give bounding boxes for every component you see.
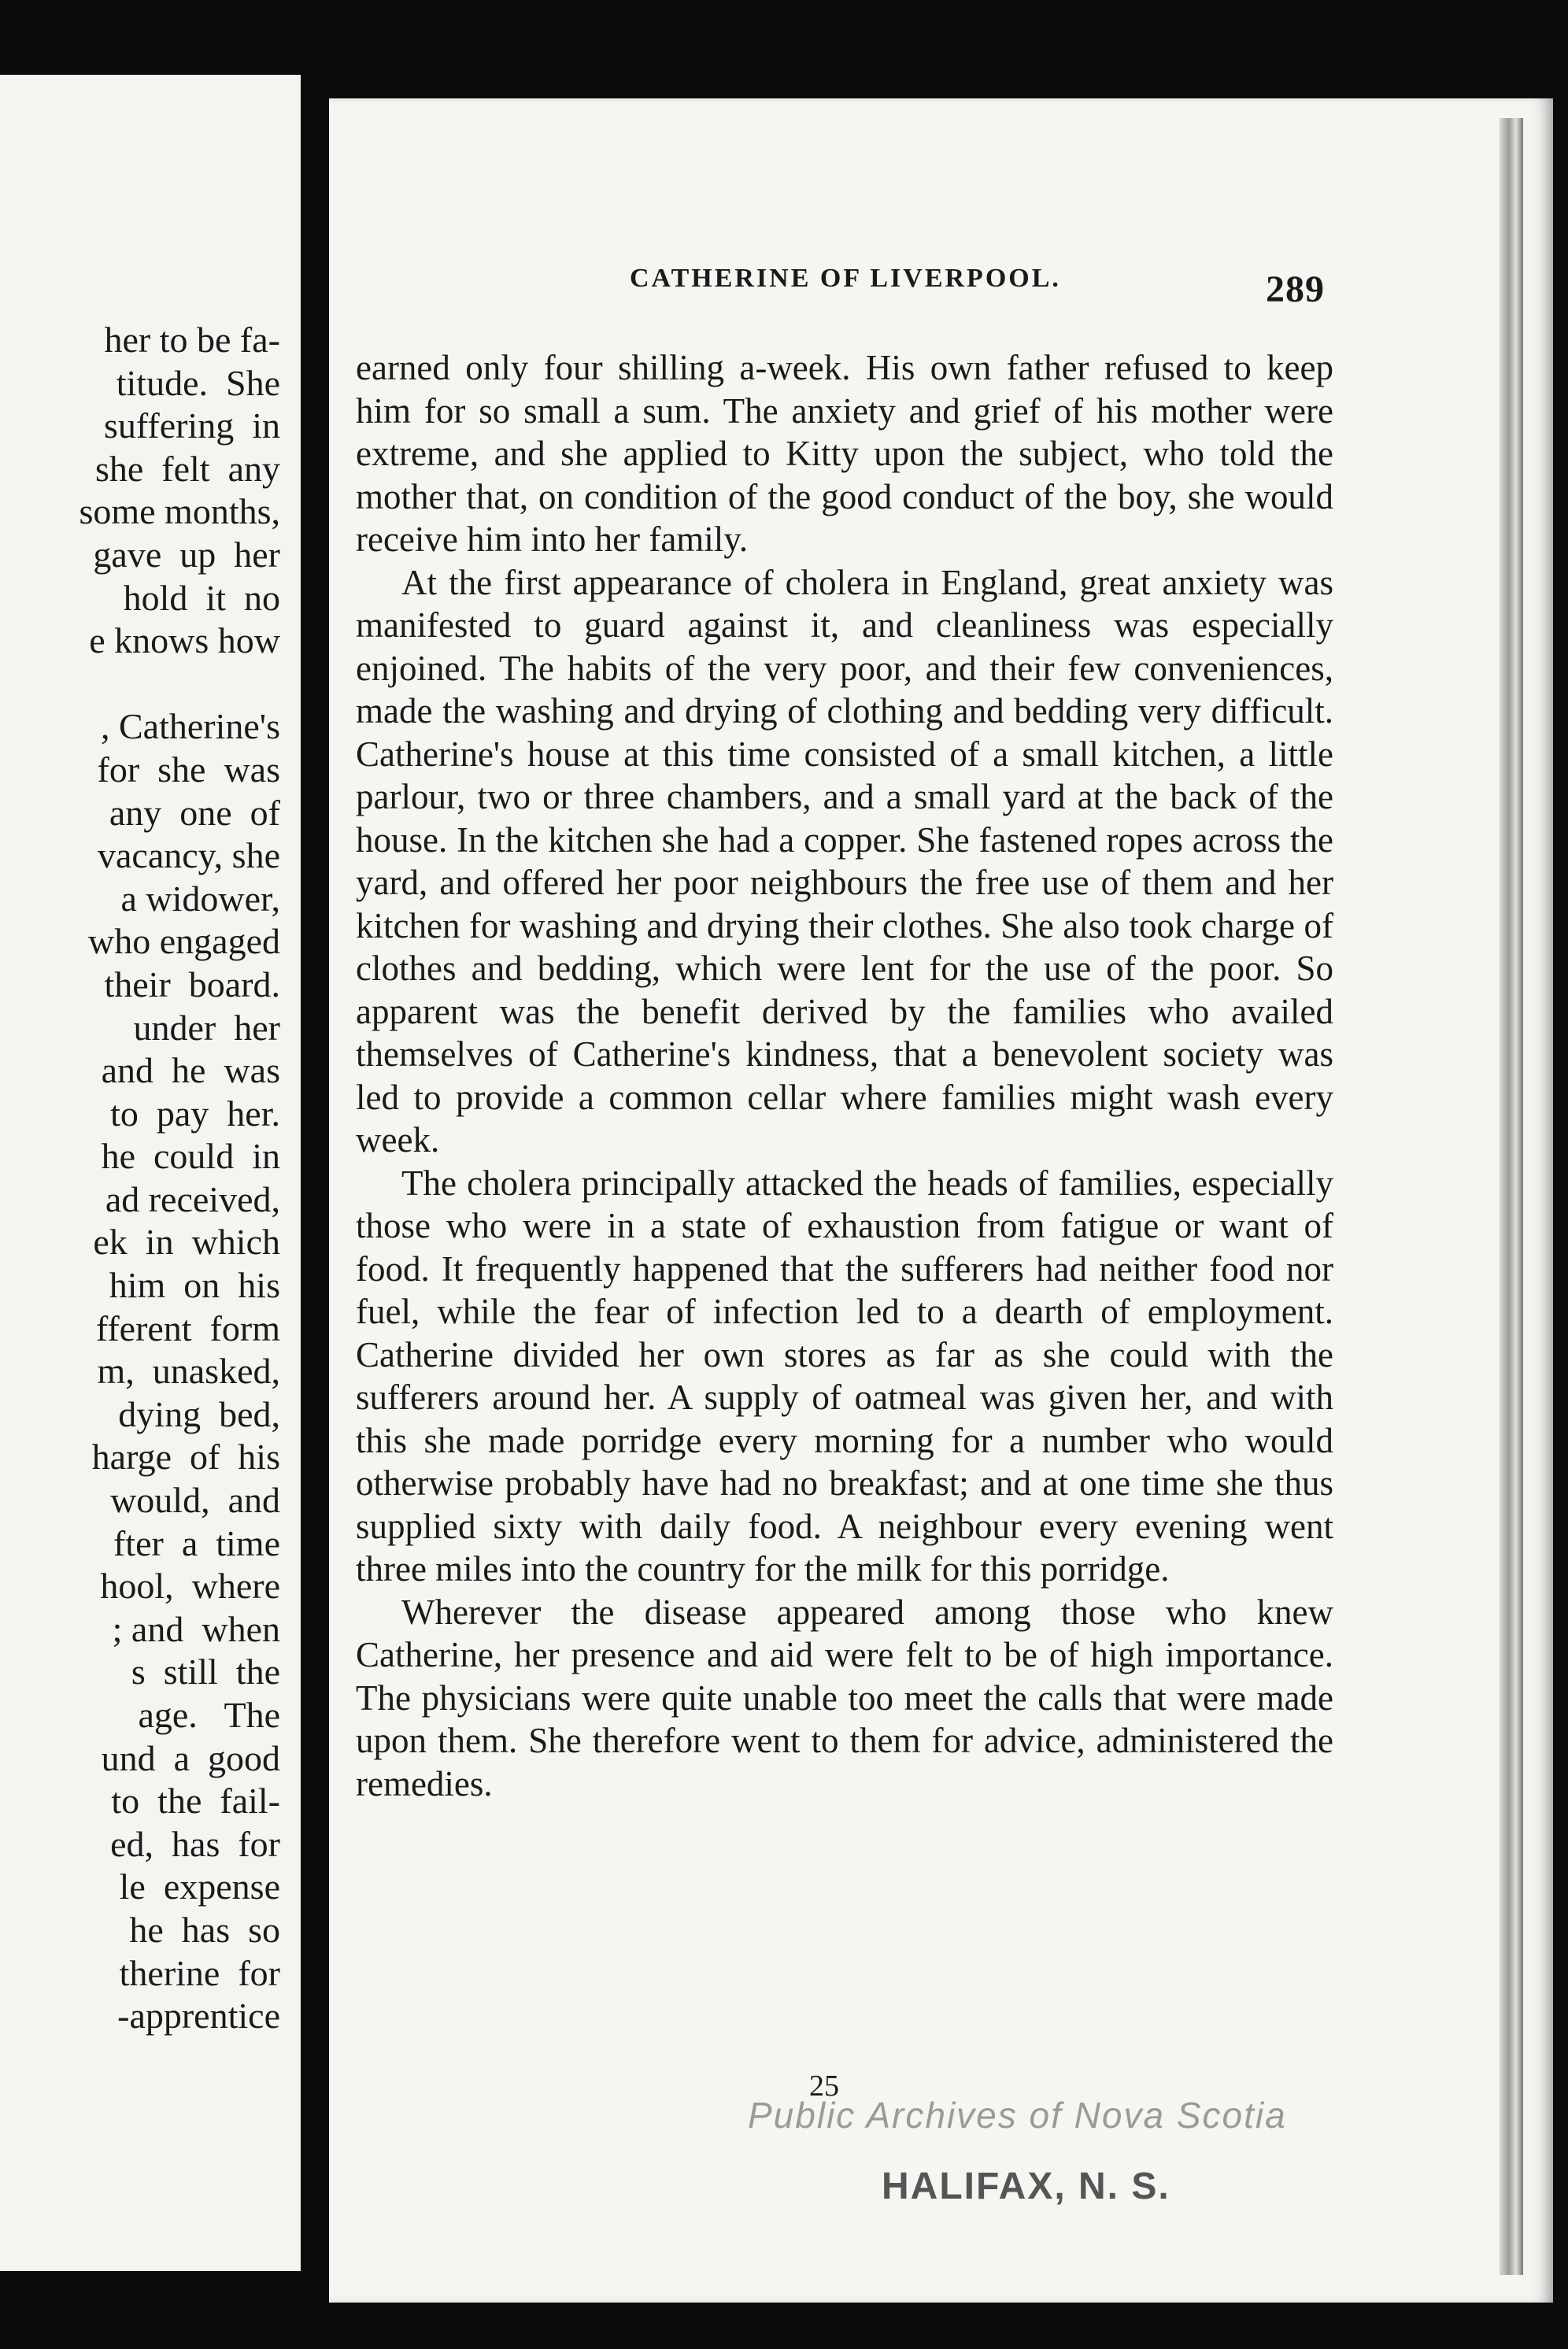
left-page-line: ; and when: [112, 1608, 280, 1649]
left-page-line: harge of his: [91, 1437, 280, 1478]
paragraph: The cholera principally attacked the heads of families, especially those who were in a state of exhaustion from fatigue or want of food. It frequently happened that the sufferers had neither food nor fuel, while the fear of infection led to a dearth of employment. Catherine divided her own stores as far as she could with the sufferers around her. A supply of oatmeal was given her, and with this she made porridge every morning for a number who would otherwise probably have had no breakfast; and at one time she thus supplied sixty with daily food. A neighbour every evening went three miles into the country for the milk for this porridge.: [356, 1163, 1333, 1589]
left-page-line: le expense: [119, 1866, 280, 1907]
left-page: [0, 75, 301, 2271]
stamp-line-location: HALIFAX, N. S.: [882, 2166, 1170, 2207]
body-text: [356, 346, 1333, 1805]
left-page-line: m, unasked,: [97, 1351, 280, 1392]
left-page-line: under her: [133, 1007, 280, 1048]
paragraph: At the first appearance of cholera in England, great anxiety was manifested to guard against it, and cleanliness was especially enjoined. The habits of the very poor, and their few conveniences, made the washing and drying of clothing and bedding very difficult. Catherine's house at this time consisted of a small kitchen, a little parlour, two or three chambers, and a small yard at the back of the house. In the kitchen she had a copper. She fastened ropes across the yard, and offered her poor neighbours the free use of them and her kitchen for washing and drying their clothes. She also took charge of clothes and bedding, which were lent for the use of the poor. So apparent was the benefit derived by the families who availed themselves of Catherine's kindness, that a benevolent society was led to provide a common cellar where families might wash every week.: [356, 562, 1333, 1160]
left-page-line: vacancy, she: [98, 835, 280, 876]
paragraph: Wherever the disease appeared among those who knew Catherine, her presence and aid were felt to be of high importance. The physicians were quite unable too meet the calls that were made upon them. She therefore went to them for advice, administered the remedies.: [356, 1592, 1333, 1803]
left-page-line: e knows how: [89, 620, 280, 661]
left-page-line: dying bed,: [118, 1393, 280, 1434]
left-page-line: hold it no: [123, 577, 280, 618]
left-page-line: [79, 663, 280, 706]
left-page-line: her to be fa-: [104, 320, 280, 360]
left-page-line: ek in which: [93, 1222, 280, 1263]
signature-mark: 25: [809, 2070, 839, 2103]
left-page-line: for she was: [97, 749, 280, 790]
left-page-line: he has so: [129, 1909, 280, 1950]
left-page-line: fter a time: [113, 1522, 280, 1563]
archive-stamp: [748, 2094, 1315, 2228]
left-page-line: he could in: [101, 1136, 280, 1177]
left-page-line: ad received,: [105, 1178, 280, 1219]
left-page-line: who engaged: [88, 921, 280, 962]
left-page-line: suffering in: [103, 405, 280, 446]
left-page-line: to the fail-: [111, 1781, 280, 1822]
page-number: 289: [1266, 268, 1325, 310]
left-page-line: and he was: [101, 1050, 280, 1091]
left-page-line: any one of: [109, 792, 280, 833]
left-page-line: hool, where: [100, 1566, 280, 1607]
left-page-line: -apprentice: [117, 1996, 280, 2036]
left-page-line: she felt any: [94, 448, 280, 489]
left-page-line: to pay her.: [110, 1093, 280, 1134]
left-page-text: [79, 319, 280, 2038]
left-page-line: some months,: [79, 491, 280, 532]
paragraph: earned only four shilling a-week. His own father refused to keep him for so small a sum. The anxiety and grief of his mother were extreme, and she applied to Kitty upon the subject, who told the mother that, on condition of the good conduct of the boy, she would receive him into her family.: [356, 348, 1333, 559]
page-edge-shadow: [1500, 118, 1523, 2275]
left-page-line: titude. She: [116, 362, 280, 403]
left-page-line: him on his: [109, 1265, 280, 1306]
left-page-line: ed, has for: [110, 1823, 280, 1864]
left-page-line: age. The: [138, 1695, 280, 1735]
left-page-line: therine for: [119, 1952, 280, 1993]
left-page-line: gave up her: [93, 534, 280, 575]
running-head: CATHERINE OF LIVERPOOL.: [630, 264, 1061, 293]
book-gutter: [301, 63, 329, 2299]
left-page-line: , Catherine's: [100, 706, 280, 747]
left-page-line: their board.: [104, 964, 280, 1004]
stamp-line-archives: Public Archives of Nova Scotia: [748, 2095, 1287, 2136]
left-page-line: a widower,: [120, 878, 280, 919]
left-page-line: would, and: [110, 1480, 280, 1521]
left-page-line: fferent form: [95, 1308, 280, 1348]
left-page-line: und a good: [101, 1737, 280, 1778]
left-page-line: s still the: [131, 1652, 280, 1692]
